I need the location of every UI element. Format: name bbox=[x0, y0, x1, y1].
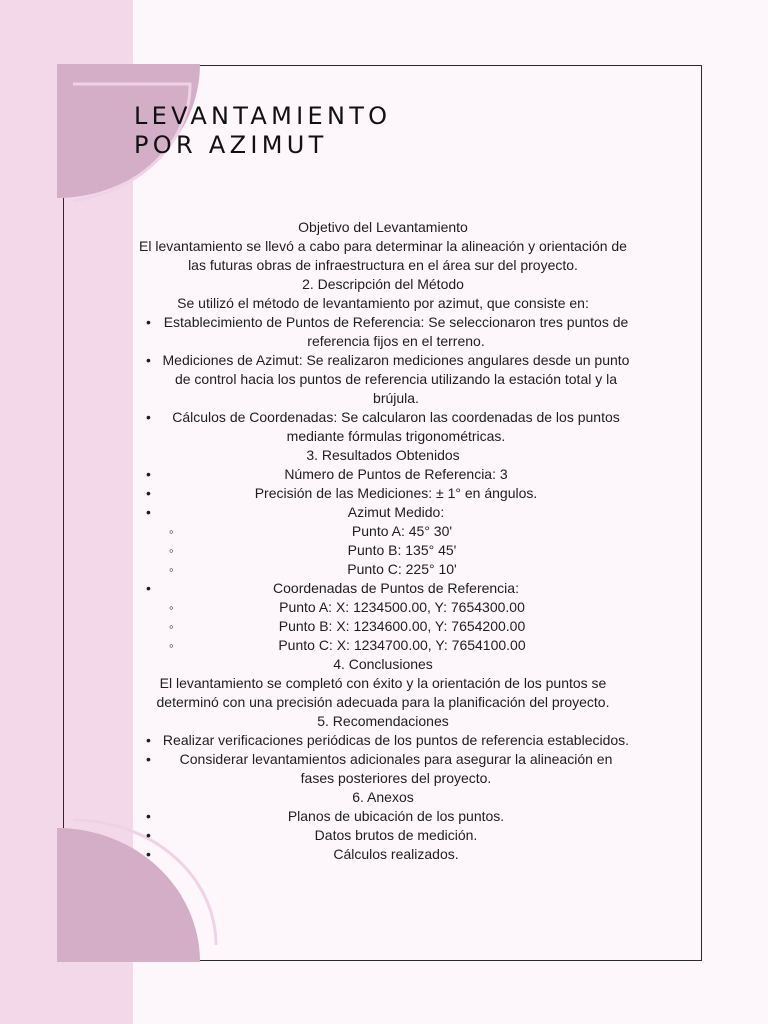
document-title bbox=[134, 102, 391, 160]
section-heading-annexes: 6. Anexos bbox=[352, 789, 414, 805]
list-item: • Realizar verificaciones periódicas de los puntos de referencia establecidos. bbox=[133, 731, 633, 750]
method-paragraph: Se utilizó el método de levantamiento por azimut, que consiste en: bbox=[177, 295, 589, 311]
title-line-1: LEVANTAMIENTO bbox=[134, 102, 392, 130]
coords-list bbox=[133, 579, 633, 598]
document-body bbox=[133, 218, 633, 864]
conclusions-paragraph: El levantamiento se completó con éxito y la orientación de los puntos se determinó con una precisión adecuada para la planificación del proyecto. bbox=[156, 675, 610, 710]
list-item: • Coordenadas de Puntos de Referencia: bbox=[133, 579, 633, 598]
list-item: • Precisión de las Mediciones: ± 1° en ángulos. bbox=[133, 484, 633, 503]
list-item: • Azimut Medido: bbox=[133, 503, 633, 522]
section-heading-conclusions: 4. Conclusiones bbox=[333, 656, 433, 672]
list-item: • Número de Puntos de Referencia: 3 bbox=[133, 465, 633, 484]
section-heading-method: 2. Descripción del Método bbox=[302, 276, 464, 292]
title-line-2: POR AZIMUT bbox=[134, 131, 328, 159]
method-list bbox=[133, 313, 633, 446]
azimut-sublist bbox=[133, 522, 633, 579]
section-heading-results: 3. Resultados Obtenidos bbox=[306, 447, 460, 463]
list-item: • Establecimiento de Puntos de Referencia: Se seleccionaron tres puntos de referencia fijos en el terreno. bbox=[133, 313, 633, 351]
coords-sublist bbox=[133, 598, 633, 655]
recommendations-list bbox=[133, 731, 633, 788]
list-item: • Considerar levantamientos adicionales para asegurar la alineación en fases posteriores del proyecto. bbox=[133, 750, 633, 788]
sublist-item: ◦ Punto B: X: 1234600.00, Y: 7654200.00 bbox=[133, 617, 633, 636]
section-heading-objective: Objetivo del Levantamiento bbox=[298, 219, 468, 235]
results-list bbox=[133, 465, 633, 522]
sublist-item: ◦ Punto C: X: 1234700.00, Y: 7654100.00 bbox=[133, 636, 633, 655]
list-item: • Planos de ubicación de los puntos. bbox=[133, 807, 633, 826]
list-item: • Mediciones de Azimut: Se realizaron mediciones angulares desde un punto de control hacia los puntos de referencia utilizando la estación total y la brújula. bbox=[133, 351, 633, 408]
section-heading-recommendations: 5. Recomendaciones bbox=[317, 713, 449, 729]
objective-paragraph: El levantamiento se llevó a cabo para determinar la alineación y orientación de las futuras obras de infraestructura en el área sur del proyecto. bbox=[139, 238, 627, 273]
sublist-item: ◦ Punto A: 45° 30' bbox=[133, 522, 633, 541]
sublist-item: ◦ Punto C: 225° 10' bbox=[133, 560, 633, 579]
sublist-item: ◦ Punto B: 135° 45' bbox=[133, 541, 633, 560]
list-item: • Datos brutos de medición. bbox=[133, 826, 633, 845]
sublist-item: ◦ Punto A: X: 1234500.00, Y: 7654300.00 bbox=[133, 598, 633, 617]
list-item: • Cálculos realizados. bbox=[133, 845, 633, 864]
list-item: • Cálculos de Coordenadas: Se calcularon las coordenadas de los puntos mediante fórmulas trigonométricas. bbox=[133, 408, 633, 446]
annexes-list bbox=[133, 807, 633, 864]
